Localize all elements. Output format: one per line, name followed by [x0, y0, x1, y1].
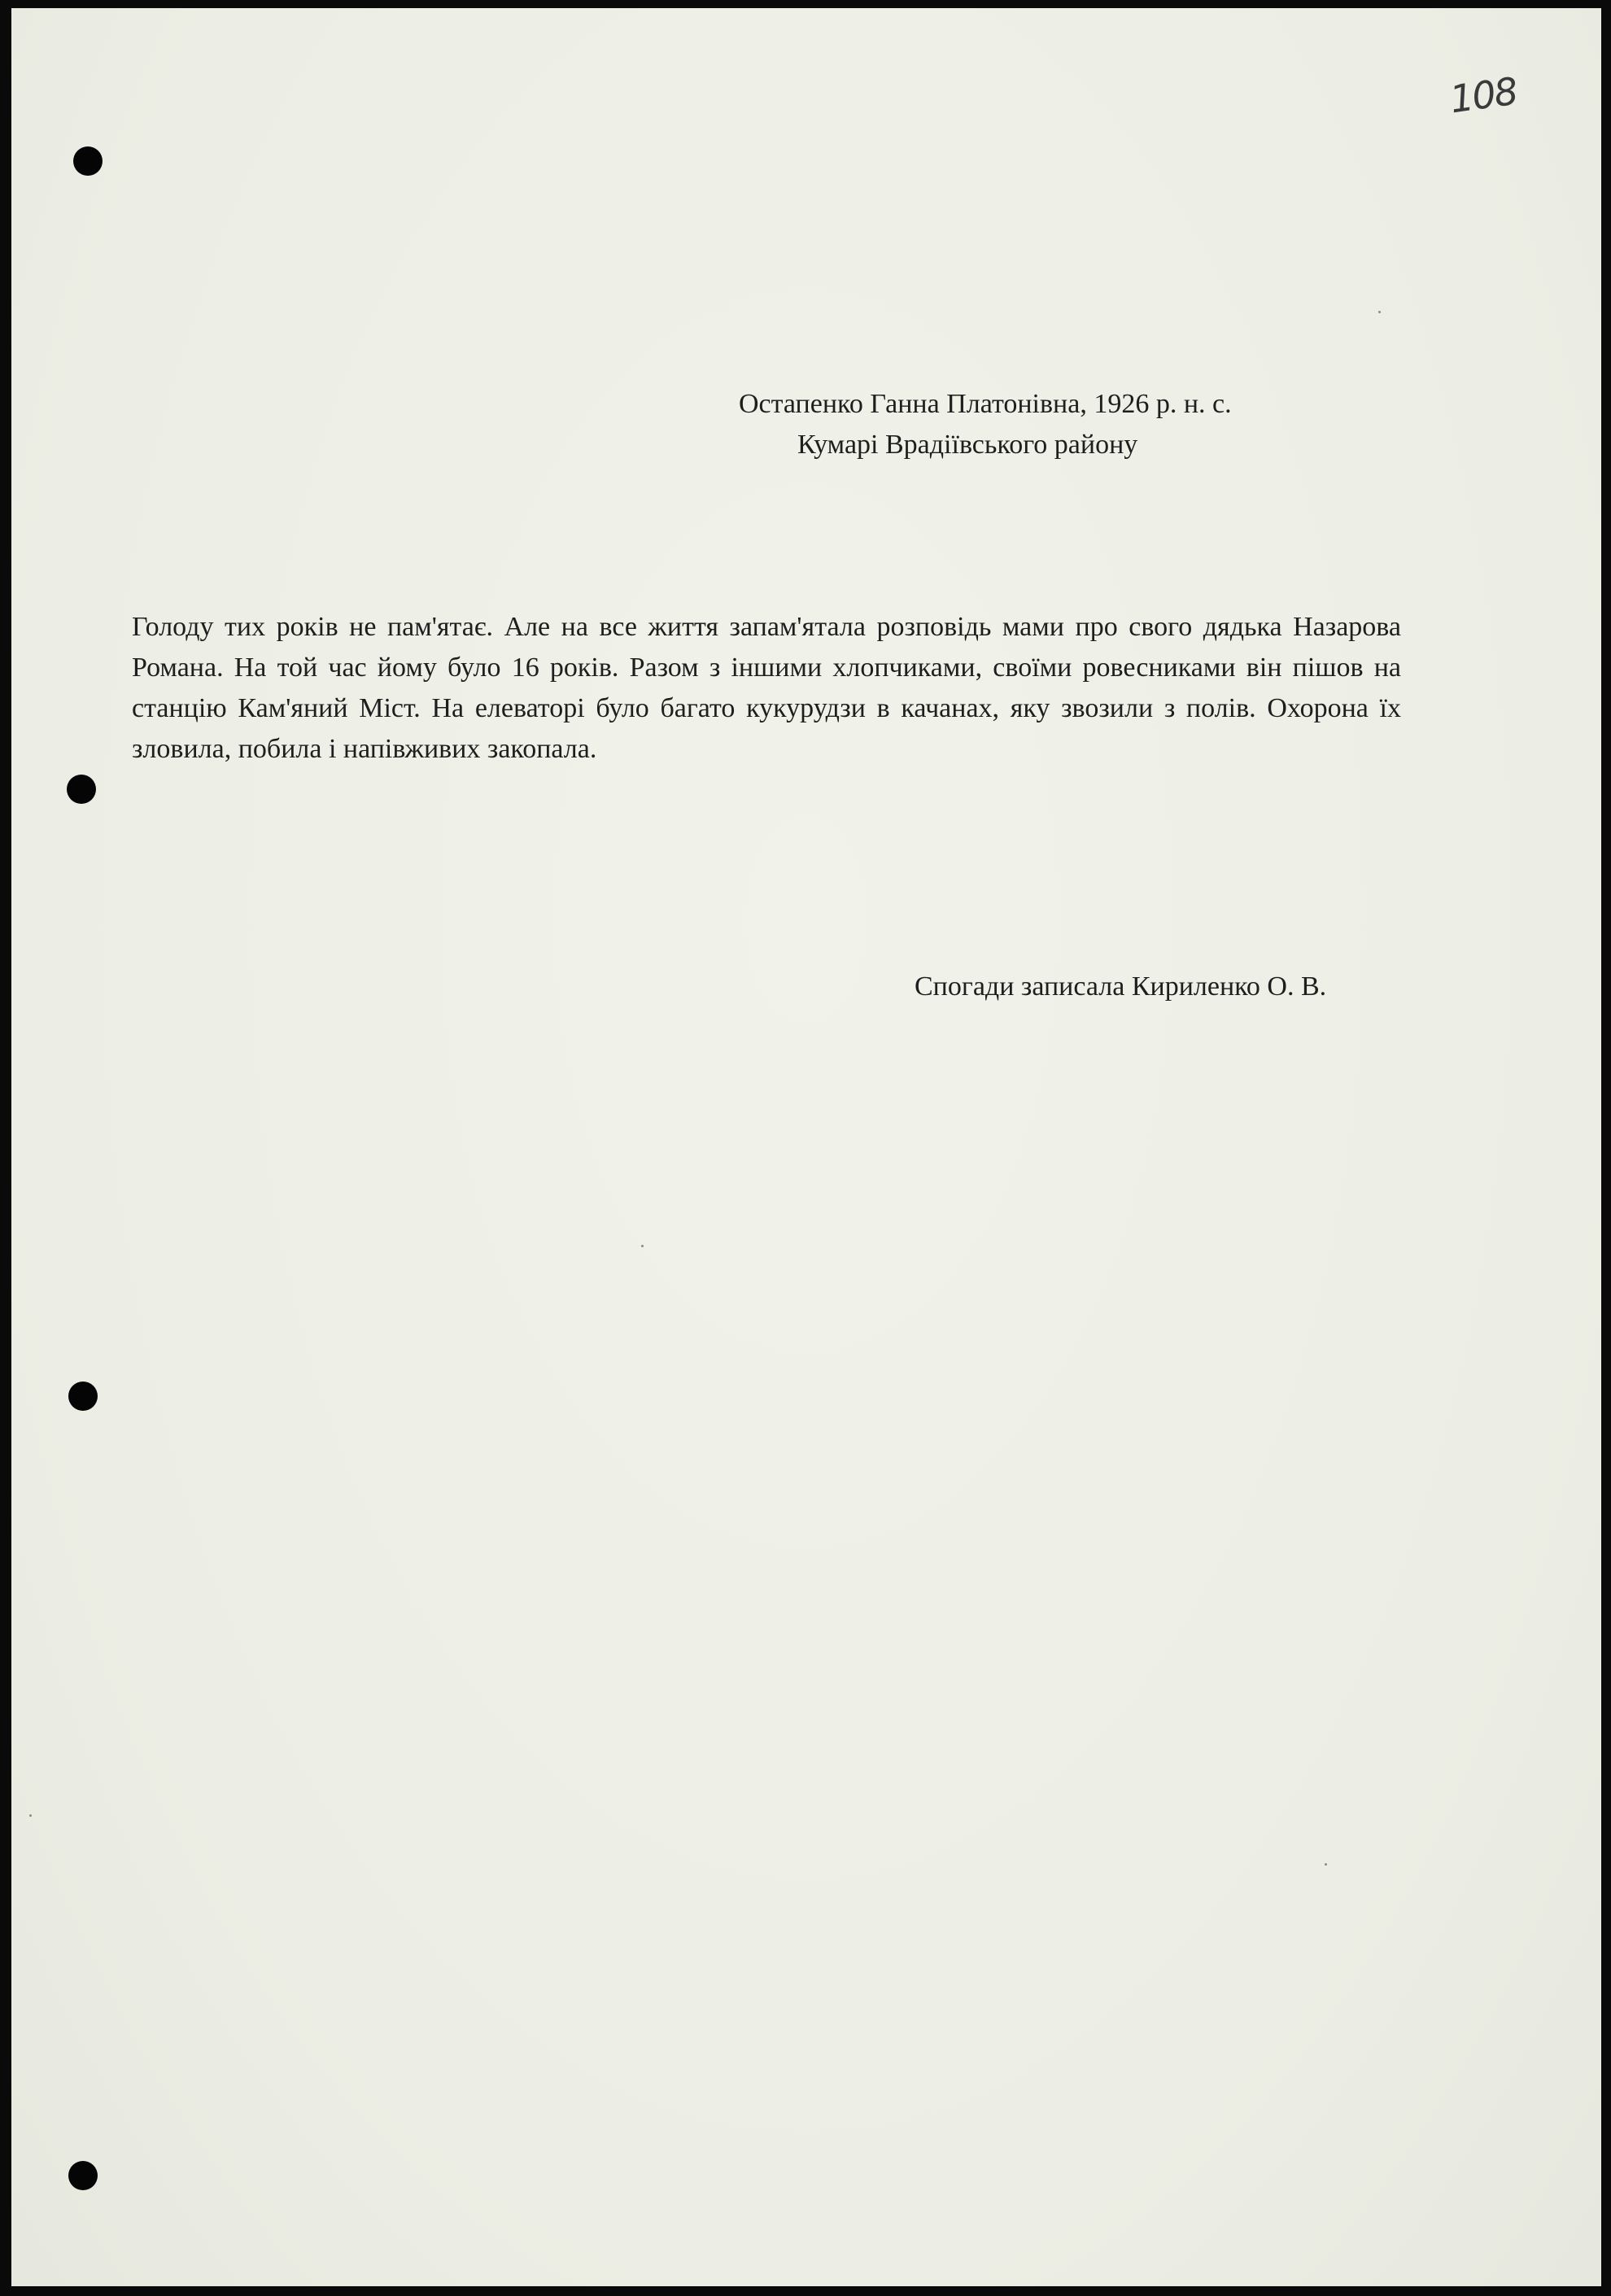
paper-speck [641, 1245, 644, 1247]
paper-speck [1378, 311, 1381, 313]
testimony-paragraph: Голоду тих років не пам'ятає. Але на все життя запам'ятала розповідь мами про свого дядька Назарова Романа. На той час йому було 16 років. Разом з іншими хлопчиками, своїми ровесниками він пішов на станцію Кам'яний Міст. На елеваторі було багато кукурудзи в качанах, яку звозили з полів. Охорона їх зловила, побила і напівживих закопала. [132, 612, 1401, 764]
informant-header [662, 384, 1362, 465]
punch-hole [68, 1382, 98, 1411]
paper-speck [1325, 1863, 1327, 1866]
punch-hole [68, 2161, 98, 2190]
punch-hole [73, 146, 103, 176]
punch-hole [67, 775, 96, 804]
document-page [11, 8, 1601, 2286]
informant-name-line: Остапенко Ганна Платонівна, 1926 р. н. с. [739, 389, 1232, 419]
handwritten-page-number: 108 [1447, 68, 1520, 122]
informant-location-line: Кумарі Врадіївського району [797, 430, 1138, 460]
recorder-signature: Спогади записала Кириленко О. В. [915, 971, 1327, 1002]
paper-speck [29, 1814, 32, 1817]
